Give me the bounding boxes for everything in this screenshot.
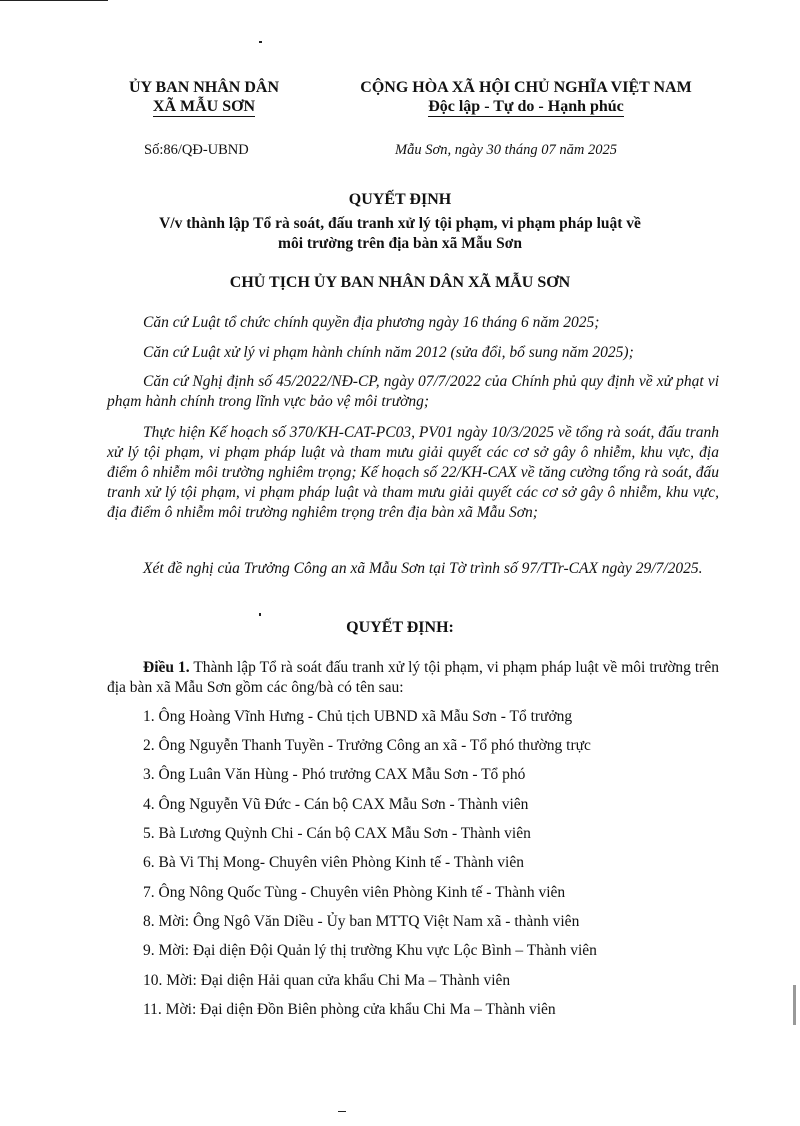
member-item: 5. Bà Lương Quỳnh Chi - Cán bộ CAX Mẫu Sơn - Thành viên bbox=[143, 825, 531, 842]
decision-heading: QUYẾT ĐỊNH: bbox=[346, 619, 454, 636]
proposal-basis: Xét đề nghị của Trưởng Công an xã Mẫu Sơn tại Tờ trình số 97/TTr-CAX ngày 29/7/2025. bbox=[143, 560, 703, 577]
article-1-label: Điều 1. bbox=[143, 659, 190, 676]
member-item: 4. Ông Nguyễn Vũ Đức - Cán bộ CAX Mẫu Sơn - Thành viên bbox=[143, 796, 529, 813]
org-line-1: ỦY BAN NHÂN DÂN bbox=[128, 79, 280, 96]
issuing-organization bbox=[106, 78, 302, 116]
legal-basis-4: Thực hiện Kế hoạch số 370/KH-CAT-PC03, PV01 ngày 10/3/2025 về tổng rà soát, đấu tranh xử lý tội phạm, vi phạm pháp luật và tham mưu giải quyết các cơ sở gây ô nhiễm, khu vực, địa điểm ô nhiễm môi trường nghiêm trọng; Kế hoạch số 22/KH-CAX về tăng cường tổng rà soát, đấu tranh xử lý tội phạm, vi phạm pháp luật và tham mưu giải quyết các cơ sở gây ô nhiễm, khu vực, địa điểm ô nhiễm môi trường nghiêm trọng trên địa bàn xã Mẫu Sơn; bbox=[107, 424, 719, 521]
national-motto bbox=[326, 78, 726, 116]
subject-line-1: V/v thành lập Tổ rà soát, đấu tranh xử lý tội phạm, vi phạm pháp luật về bbox=[159, 215, 641, 232]
scan-speck bbox=[259, 41, 262, 43]
member-item: 9. Mời: Đại diện Đội Quản lý thị trường Khu vực Lộc Bình – Thành viên bbox=[143, 942, 597, 959]
member-item: 8. Mời: Ông Ngô Văn Diều - Ủy ban MTTQ Việt Nam xã - thành viên bbox=[143, 913, 580, 930]
document-subject bbox=[0, 214, 800, 254]
scan-speck bbox=[259, 613, 261, 616]
legal-basis-2: Căn cứ Luật xử lý vi phạm hành chính năm 2012 (sửa đổi, bổ sung năm 2025); bbox=[143, 344, 634, 361]
member-item: 1. Ông Hoàng Vĩnh Hưng - Chủ tịch UBND xã Mẫu Sơn - Tổ trưởng bbox=[143, 708, 573, 725]
member-item: 7. Ông Nông Quốc Tùng - Chuyên viên Phòng Kinh tế - Thành viên bbox=[143, 884, 566, 901]
document-number: Số:86/QĐ-UBND bbox=[144, 142, 249, 158]
member-item: 2. Ông Nguyễn Thanh Tuyền - Trưởng Công an xã - Tổ phó thường trực bbox=[143, 737, 591, 754]
member-item: 6. Bà Vi Thị Mong- Chuyên viên Phòng Kinh tế - Thành viên bbox=[143, 854, 524, 871]
nation-line-1: CỘNG HÒA XÃ HỘI CHỦ NGHĨA VIỆT NAM bbox=[360, 79, 692, 96]
member-item: 3. Ông Luân Văn Hùng - Phó trưởng CAX Mẫu Sơn - Tổ phó bbox=[143, 766, 526, 783]
scan-top-line bbox=[0, 0, 108, 1]
place-and-date: Mẫu Sơn, ngày 30 tháng 07 năm 2025 bbox=[395, 142, 618, 158]
scan-speck bbox=[338, 1111, 346, 1112]
member-item: 11. Mời: Đại diện Đồn Biên phòng cửa khẩu Chi Ma – Thành viên bbox=[143, 1001, 556, 1018]
member-item: 10. Mời: Đại diện Hải quan cửa khẩu Chi Ma – Thành viên bbox=[143, 972, 511, 989]
article-1-text: Thành lập Tổ rà soát đấu tranh xử lý tội phạm, vi phạm pháp luật về môi trường trên địa bàn xã Mẫu Sơn gồm các ông/bà có tên sau: bbox=[107, 659, 719, 696]
org-line-2: XÃ MẪU SƠN bbox=[152, 98, 256, 115]
subject-line-2: môi trường trên địa bàn xã Mẫu Sơn bbox=[278, 235, 522, 252]
legal-basis-1: Căn cứ Luật tổ chức chính quyền địa phương ngày 16 tháng 6 năm 2025; bbox=[143, 314, 600, 331]
document-heading: QUYẾT ĐỊNH bbox=[348, 191, 452, 208]
legal-basis-3: Căn cứ Nghị định số 45/2022/NĐ-CP, ngày 07/7/2022 của Chính phủ quy định về xử phạt vi phạm hành chính trong lĩnh vực bảo vệ môi trường; bbox=[107, 373, 719, 410]
article-1 bbox=[107, 658, 719, 698]
nation-line-2: Độc lập - Tự do - Hạnh phúc bbox=[428, 98, 624, 115]
issuing-authority: CHỦ TỊCH ỦY BAN NHÂN DÂN XÃ MẪU SƠN bbox=[229, 274, 571, 291]
scan-edge-mark bbox=[793, 985, 796, 1025]
